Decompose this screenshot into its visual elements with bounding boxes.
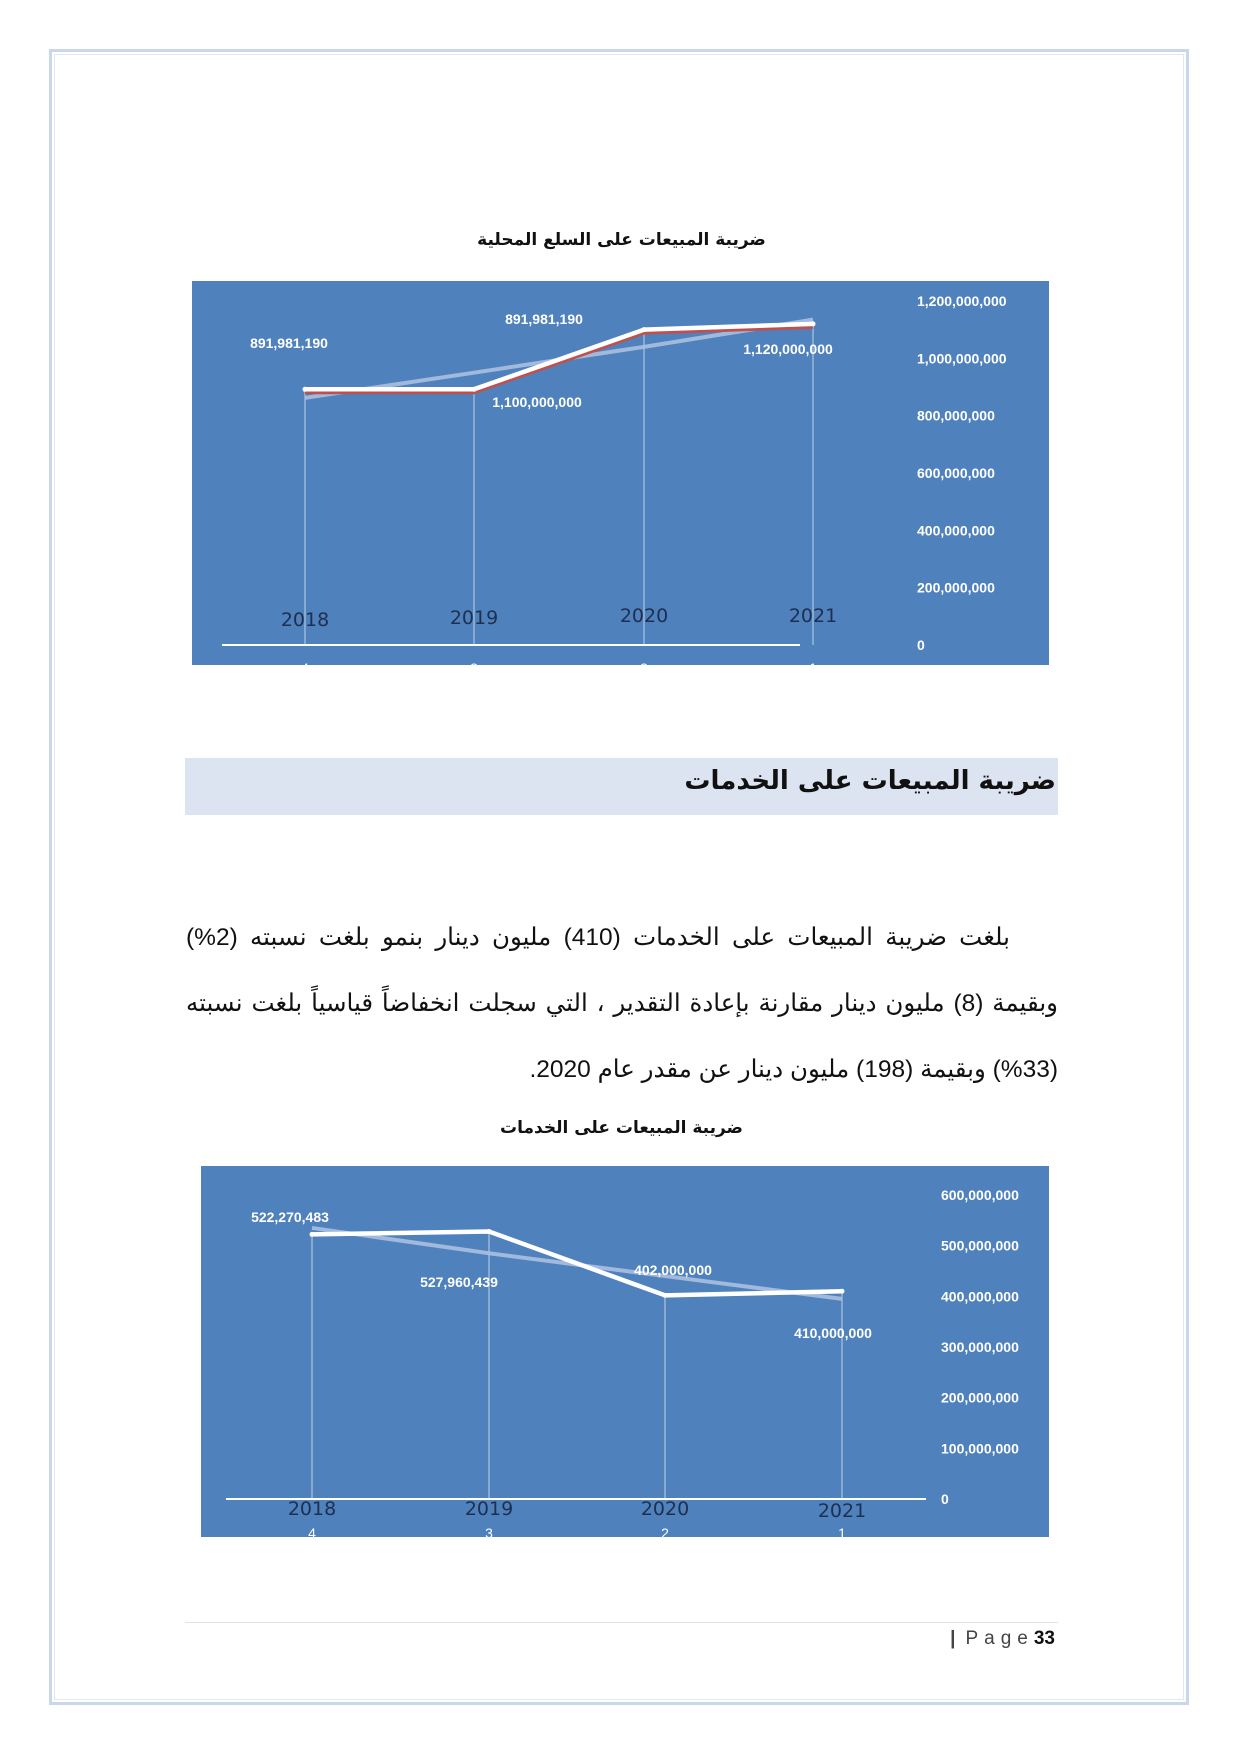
footer-page-word: Page <box>965 1628 1034 1649</box>
y-tick-label: 0 <box>917 637 925 653</box>
section-heading-band <box>185 758 1058 815</box>
page-number: 33 <box>1033 1628 1055 1649</box>
chart-svg <box>201 1166 1049 1541</box>
data-label: 1,100,000,000 <box>492 394 582 410</box>
data-point <box>663 1293 668 1298</box>
y-tick-label: 200,000,000 <box>917 579 995 596</box>
data-label: 402,000,000 <box>634 1262 712 1278</box>
x-category-label: 2018 <box>280 609 330 631</box>
data-point <box>840 1289 845 1294</box>
data-label: 1,120,000,000 <box>743 341 833 357</box>
paragraph-text: بلغت ضريبة المبيعات على الخدمات (410) مليون دينار بنمو بلغت نسبته (2%) وبقيمة (8) مليون دينار مقارنة بإعادة التقدير ، التي سجلت انخفاضاً قياسياً بلغت نسبته (33%) وبقيمة (198) مليون دينار عن مقدر عام 2020. <box>186 924 1058 1083</box>
chart-2-title: ضريبة المبيعات على الخدمات <box>500 1118 743 1138</box>
data-point <box>310 1232 315 1237</box>
x-category-label: 2020 <box>619 605 669 627</box>
chart-svg <box>192 281 1049 676</box>
chart-services-sales-tax <box>201 1166 1049 1541</box>
data-label: 410,000,000 <box>794 1325 872 1341</box>
y-tick-label: 300,000,000 <box>941 1339 1019 1355</box>
x-index-label: 4 <box>308 1525 316 1541</box>
data-point <box>811 321 816 326</box>
x-category-label: 2021 <box>788 605 838 627</box>
x-index-label: 1 <box>809 660 817 676</box>
y-tick-label: 200,000,000 <box>941 1389 1019 1406</box>
data-label: 891,981,190 <box>250 335 328 351</box>
x-index-label: 4 <box>301 660 309 676</box>
y-tick-label: 600,000,000 <box>941 1187 1019 1203</box>
chart-1-title: ضريبة المبيعات على السلع المحلية <box>477 230 766 250</box>
y-tick-label: 0 <box>941 1491 949 1507</box>
section-heading: ضريبة المبيعات على الخدمات <box>684 766 1056 796</box>
y-tick-label: 400,000,000 <box>917 522 995 539</box>
y-tick-label: 400,000,000 <box>941 1288 1019 1305</box>
y-tick-label: 1,200,000,000 <box>917 293 1007 309</box>
x-category-label: 2020 <box>640 1498 690 1520</box>
x-index-label: 2 <box>640 660 648 676</box>
data-label: 522,270,483 <box>251 1209 329 1225</box>
data-label: 527,960,439 <box>420 1274 498 1290</box>
data-point <box>487 1229 492 1234</box>
y-tick-label: 600,000,000 <box>917 465 995 481</box>
x-category-label: 2018 <box>287 1498 337 1520</box>
x-index-label: 2 <box>661 1525 669 1541</box>
section-paragraph <box>186 905 1058 1103</box>
y-tick-label: 100,000,000 <box>941 1440 1019 1457</box>
y-tick-label: 1,000,000,000 <box>917 350 1007 367</box>
chart-goods-sales-tax <box>192 281 1049 676</box>
x-index-label: 1 <box>838 1525 846 1541</box>
x-index-label: 3 <box>470 660 478 676</box>
data-point <box>642 327 647 332</box>
data-point <box>472 387 477 392</box>
x-category-label: 2021 <box>817 1500 867 1522</box>
data-point <box>303 387 308 392</box>
x-category-label: 2019 <box>449 607 499 629</box>
y-tick-label: 500,000,000 <box>941 1237 1019 1254</box>
footer-separator: | <box>950 1628 956 1649</box>
x-category-label: 2019 <box>464 1498 514 1520</box>
footer-rule <box>185 1622 1058 1623</box>
page-footer <box>950 1628 1055 1650</box>
x-index-label: 3 <box>485 1525 493 1541</box>
data-label: 891,981,190 <box>505 311 583 327</box>
y-tick-label: 800,000,000 <box>917 407 995 424</box>
